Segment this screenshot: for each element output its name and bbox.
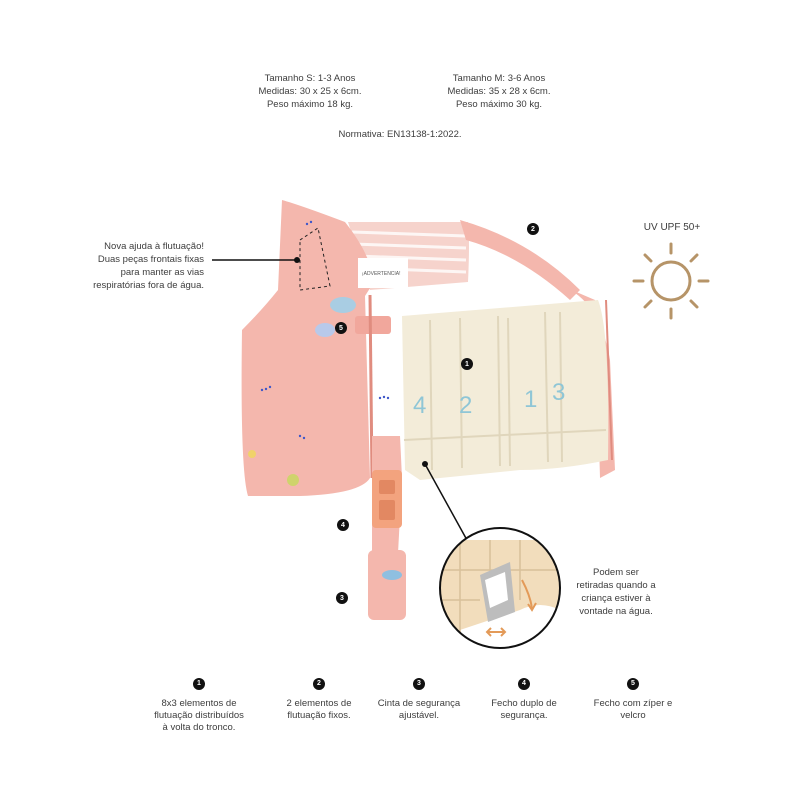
legend-item-3 [364,678,474,722]
float-panels [402,300,608,480]
vest-shoulder-strap [460,220,580,300]
snail-pattern [287,474,299,486]
vest-front-panel [242,200,373,496]
marker-5: 5 [335,322,347,334]
strap-loop [368,550,406,620]
legend-badge-1: 1 [193,678,205,690]
float-number-1: 1 [524,386,538,413]
marker-1: 1 [461,358,473,370]
right-callout-line4: vontade na água. [579,606,653,617]
legend-text-2: 2 elementos de flutuação fixos. [286,698,352,721]
legend-text-1: 8x3 elementos de flutuação distribuídos à volta do tronco. [154,698,244,733]
size-s-measures: Medidas: 30 x 25 x 6cm. [258,86,362,97]
shell-pattern [248,450,256,458]
sea-creature-2 [315,323,335,337]
size-m-measures: Medidas: 35 x 28 x 6cm. [447,86,551,97]
float-number-4: 4 [413,392,427,419]
velcro-tab [355,316,391,334]
legend-text-5: Fecho com zíper e velcro [593,698,673,721]
vest [242,200,615,620]
legend-item-4 [469,678,579,722]
left-callout-line3: para manter as vias [120,267,204,278]
marker-2: 2 [527,223,539,235]
right-callout-line1: Podem ser [593,567,639,578]
sea-creature-1 [330,297,356,313]
sun-icon [634,244,708,318]
float-number-2: 2 [459,392,473,419]
legend-item-5 [578,678,688,722]
size-s-title: Tamanho S: 1-3 Anos [264,73,356,84]
detail-circle [430,520,570,660]
zipper [370,295,372,478]
size-s-weight: Peso máximo 18 kg. [266,99,354,110]
strap-pattern [382,570,402,580]
legend-item-1 [144,678,254,734]
left-callout-line4: respiratórias fora de água. [93,280,204,291]
uv-label: UV UPF 50+ [643,222,701,233]
legend-text-3: Cinta de segurança ajustável. [377,698,461,721]
size-m-weight: Peso máximo 30 kg. [455,99,543,110]
legend-badge-3: 3 [413,678,425,690]
right-callout-line2: retiradas quando a [576,580,656,591]
marker-3: 3 [336,592,348,604]
norm-text: Normativa: EN13138-1:2022. [338,129,462,140]
legend-item-2 [264,678,374,722]
warning-tag-text: ¡ADVERTENCIA! [362,271,401,277]
legend-badge-2: 2 [313,678,325,690]
marker-4: 4 [337,519,349,531]
left-callout-line1: Nova ajuda à flutuação! [104,241,204,252]
size-m-title: Tamanho M: 3-6 Anos [452,73,546,84]
left-callout-line2: Duas peças frontais fixas [97,254,204,265]
float-number-3: 3 [552,379,566,406]
legend-badge-5: 5 [627,678,639,690]
right-callout-line3: criança estiver à [581,593,651,604]
legend-text-4: Fecho duplo de segurança. [491,698,557,721]
legend-badge-4: 4 [518,678,530,690]
